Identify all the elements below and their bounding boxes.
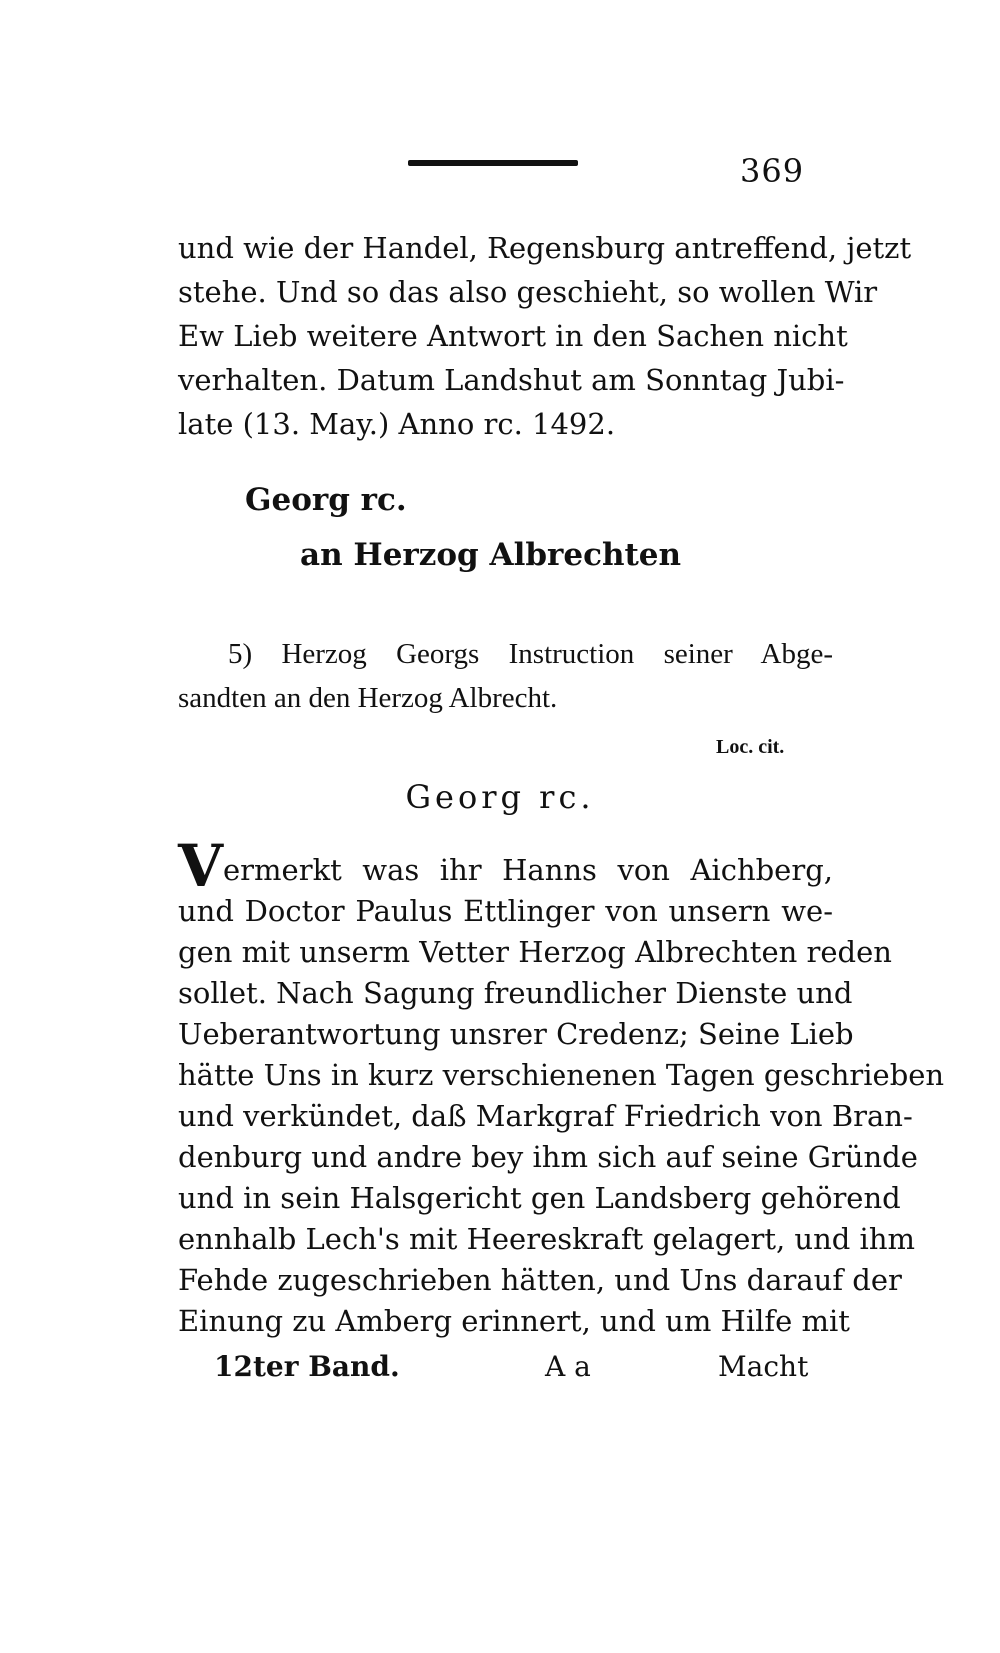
text-line: hätte Uns in kurz verschienenen Tagen geschrieben xyxy=(178,1058,945,1092)
first-line-text: ermerkt was ihr Hanns von Aichberg, xyxy=(223,853,833,887)
text-line: Fehde zugeschrieben hätten, und Uns darauf der xyxy=(178,1263,902,1297)
sheet-signature: A a xyxy=(545,1350,591,1383)
text-line: denburg und andre bey ihm sich auf seine Gründe xyxy=(178,1140,918,1174)
letter-addressee: an Herzog Albrechten xyxy=(300,537,682,573)
letter-signature: Georg rc. xyxy=(245,482,407,518)
letter-ending xyxy=(178,226,912,446)
heading-line: sandten an den Herzog Albrecht. xyxy=(178,682,558,714)
text-line: ennhalb Lech's mit Heereskraft gelagert, und ihm xyxy=(178,1222,916,1256)
section-heading xyxy=(178,632,833,720)
text-line: und wie der Handel, Regensburg antreffend, jetzt xyxy=(178,231,912,265)
text-line: und Doctor Paulus Ettlinger von unsern we- xyxy=(178,894,833,928)
heading-line: 5) Herzog Georgs Instruction seiner Abge- xyxy=(228,638,833,670)
instruction-sender: Georg rc. xyxy=(405,778,595,816)
header-rule xyxy=(408,160,578,166)
text-line: stehe. Und so das also geschieht, so wollen Wir xyxy=(178,275,878,309)
text-line: Ueberantwortung unsrer Credenz; Seine Lieb xyxy=(178,1017,854,1051)
text-line-first xyxy=(178,832,833,900)
drop-cap: V xyxy=(178,832,224,900)
text-line: Ew Lieb weitere Antwort in den Sachen nicht xyxy=(178,319,848,353)
text-line: und verkündet, daß Markgraf Friedrich von Bran- xyxy=(178,1099,913,1133)
instruction-text xyxy=(178,832,945,1342)
volume-signature: 12ter Band. xyxy=(214,1350,400,1383)
text-line: sollet. Nach Sagung freundlicher Dienste und xyxy=(178,976,853,1010)
text-line: verhalten. Datum Landshut am Sonntag Jubi- xyxy=(178,363,845,397)
text-line: und in sein Halsgericht gen Landsberg gehörend xyxy=(178,1181,901,1215)
catchword: Macht xyxy=(718,1350,809,1383)
text-line: gen mit unserm Vetter Herzog Albrechten reden xyxy=(178,935,892,969)
text-line: Einung zu Amberg erinnert, und um Hilfe mit xyxy=(178,1304,850,1338)
page-number: 369 xyxy=(740,152,805,190)
page-footer xyxy=(0,1350,1000,1390)
source-reference: Loc. cit. xyxy=(716,736,785,758)
text-line: late (13. May.) Anno rc. 1492. xyxy=(178,407,616,441)
